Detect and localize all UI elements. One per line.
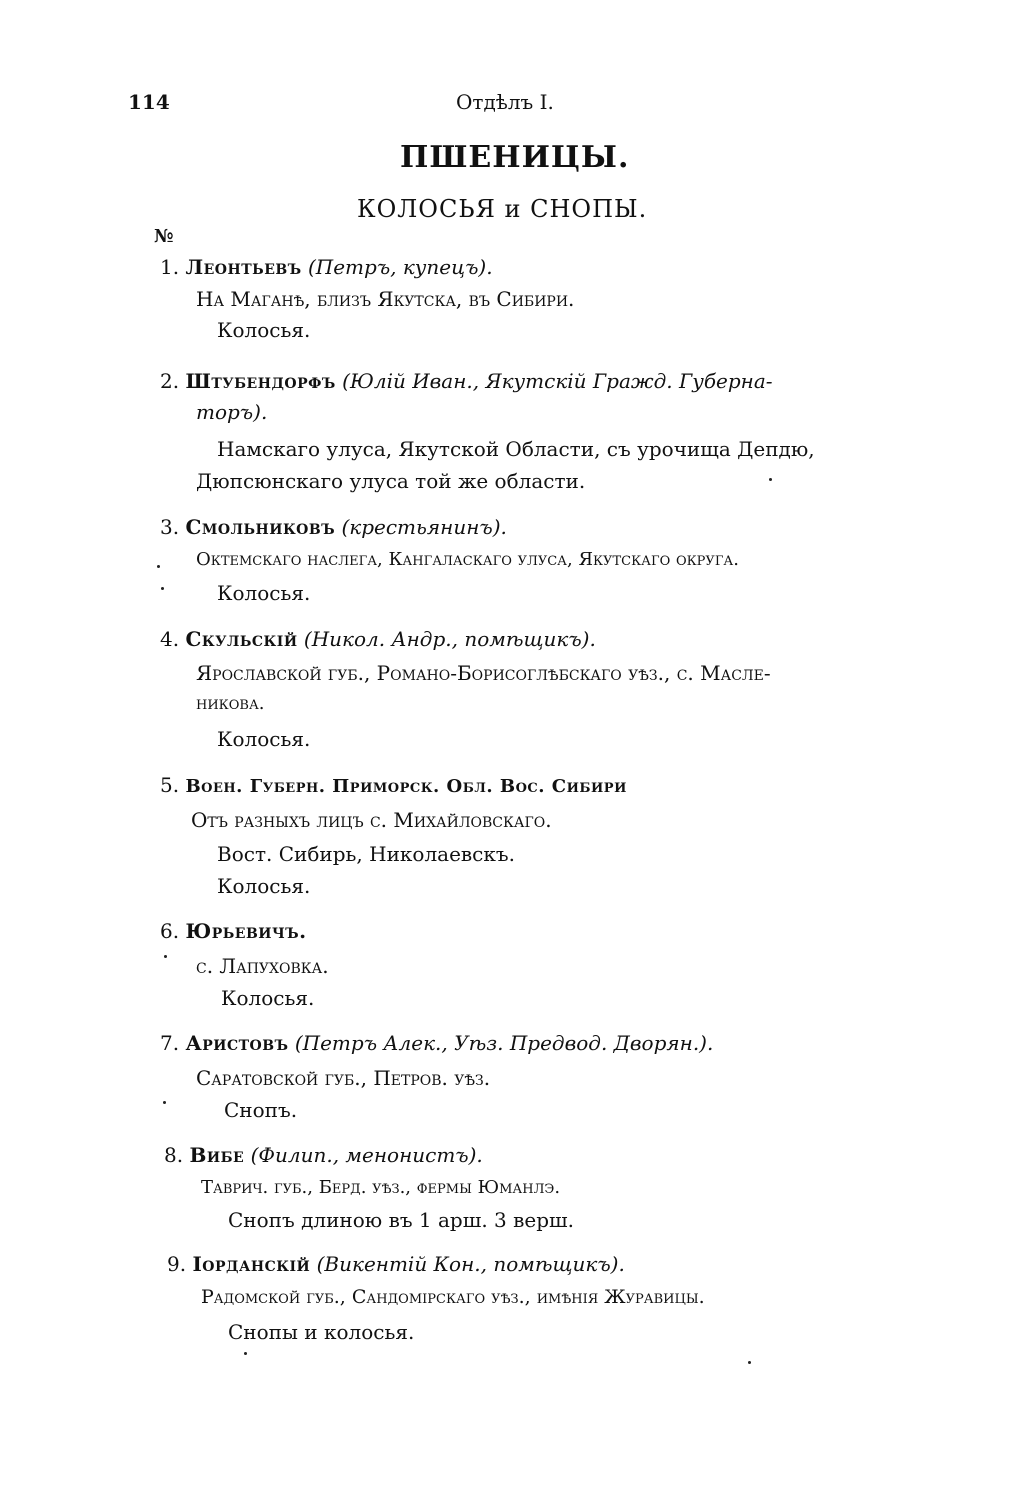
entry-location: Радомской губ., Сандомірскаго уѣз., имѣнія Журавицы. [201,1286,705,1308]
entry-location: Октемскаго наслега, Кангаласкаго улуса, Якутскаго округа. [196,549,740,570]
entry-item: Колосья. [217,318,311,342]
entry-number: 6. [160,919,180,943]
entry-heading [160,773,627,797]
entry-location: Ярославской губ., Романо-Борисоглѣбскаго уѣз., с. Масле- [196,661,771,685]
entry-name: Іорданскій [192,1252,311,1276]
entry-name: Юрьевичъ. [185,919,307,943]
entry-name: Леонтьевъ [185,255,302,279]
number-mark: № [154,226,174,247]
section-subtitle: КОЛОСЬЯ и СНОПЫ. [357,195,648,223]
entry-item: Снопы и колосья. [228,1320,415,1344]
entry-name: Аристовъ [185,1031,289,1055]
entry-name: Смольниковъ [185,515,336,539]
entry-heading [164,1143,483,1167]
entry-number: 4. [160,627,180,651]
entry-heading [160,369,773,393]
entry-item: Снопъ. [224,1098,298,1122]
entry-number: 1. [160,255,180,279]
entry-details-continued: торъ). [196,400,268,424]
entry-location: никова. [196,693,265,714]
entry-name: Штубендорфъ [185,369,336,393]
entry-number: 9. [167,1252,187,1276]
entry-details: (Петръ Алек., Уѣз. Предвод. Дворян.). [288,1031,714,1055]
entry-details: (Викентій Кон., помѣщикъ). [310,1252,625,1276]
entry-location: Саратовской губ., Петров. уѣз. [196,1066,491,1090]
scan-speck [163,1101,166,1104]
entry-number: 7. [160,1031,180,1055]
entry-location: с. Лапуховка. [196,954,329,978]
entry-heading [160,1031,713,1055]
entry-name: Воен. Губерн. Приморск. Обл. Вос. Сибири [185,776,627,797]
entry-heading [160,919,307,943]
entry-item: Колосья. [217,874,311,898]
entry-details: (Юлій Иван., Якутскій Гражд. Губерна- [335,369,773,393]
section-title: ПШЕНИЦЫ. [400,140,630,175]
entry-number: 5. [160,773,180,797]
entry-details: (крестьянинъ). [335,515,507,539]
scan-speck [164,955,167,958]
entry-location: Намскаго улуса, Якутской Области, съ урочища Депдю, [217,437,815,461]
entry-item: Колосья. [217,727,311,751]
entry-number: 3. [160,515,180,539]
entry-location: Таврич. губ., Берд. уѣз., фермы Юманлэ. [201,1177,561,1198]
page-number: 114 [128,90,170,114]
scan-speck [161,587,164,590]
entry-location: Дюпсюнскаго улуса той же области. [196,469,586,493]
entry-number: 8. [164,1143,184,1167]
scan-speck [157,565,160,568]
entry-item: Колосья. [217,581,311,605]
entry-number: 2. [160,369,180,393]
entry-name: Вибе [189,1143,245,1167]
scan-speck [769,478,772,481]
entry-heading [160,255,493,279]
entry-name: Скульскій [185,627,298,651]
scan-speck [244,1352,247,1355]
entry-item: Снопъ длиною въ 1 арш. 3 верш. [228,1208,574,1232]
entry-details: (Филип., менонистъ). [244,1143,483,1167]
scan-speck [748,1361,751,1364]
running-head: Отдѣлъ I. [456,90,554,114]
entry-item: Колосья. [221,986,315,1010]
entry-location: Отъ разныхъ лицъ с. Михайловскаго. [191,808,552,832]
entry-heading [160,515,507,539]
entry-location: На Маганѣ, близъ Якутска, въ Сибири. [196,287,575,311]
entry-heading [160,627,596,651]
entry-details: (Никол. Андр., помѣщикъ). [297,627,596,651]
entry-heading [167,1252,625,1276]
entry-location: Вост. Сибирь, Николаевскъ. [217,842,515,866]
entry-details: (Петръ, купецъ). [301,255,493,279]
